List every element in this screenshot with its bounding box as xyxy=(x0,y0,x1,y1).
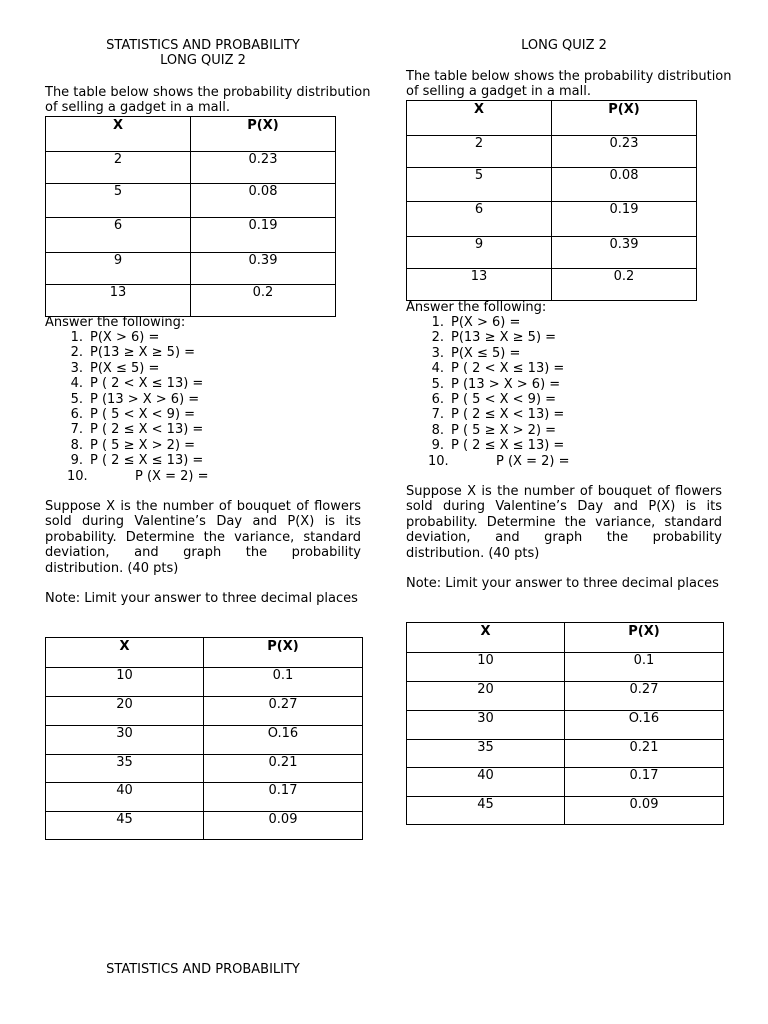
question-number: 10. xyxy=(67,468,88,484)
list-item xyxy=(45,330,208,345)
question-text: P ( 5 < X < 9) = xyxy=(90,406,196,422)
table-header: X xyxy=(46,638,204,668)
table-cell: 0.19 xyxy=(191,218,336,253)
table-cell: 0.17 xyxy=(565,768,724,797)
table-cell: O.16 xyxy=(204,726,363,755)
table-cell: 30 xyxy=(407,711,565,740)
question-text: P ( 2 ≤ X < 13) = xyxy=(90,422,204,438)
left-title-line2: LONG QUIZ 2 xyxy=(160,53,246,69)
table-cell: 6 xyxy=(407,202,552,237)
question-text: P (13 > X > 6) = xyxy=(451,376,561,392)
left-suppose-text: Suppose X is the number of bouquet of flowers sold during Valentine’s Day and P(X) is its probability. Determine the variance, standard deviation, and graph the probability distribution. (40 pts) xyxy=(45,499,361,576)
table-cell: 10 xyxy=(46,668,204,697)
list-item xyxy=(406,407,569,422)
question-text: P ( 2 ≤ X ≤ 13) = xyxy=(451,438,565,454)
table-cell: 0.39 xyxy=(552,237,697,269)
question-number: 1. xyxy=(70,330,83,345)
question-number: 8. xyxy=(70,437,83,453)
table-cell: 0.09 xyxy=(204,812,363,840)
table-cell: 13 xyxy=(407,269,552,301)
right-question-list xyxy=(406,315,569,469)
table-cell: 10 xyxy=(407,653,565,682)
list-item xyxy=(45,376,208,391)
table-row xyxy=(46,783,363,812)
list-item xyxy=(45,422,208,437)
table-row xyxy=(407,797,724,825)
table-row xyxy=(407,740,724,768)
list-item xyxy=(45,392,208,407)
left-title-line1: STATISTICS AND PROBABILITY xyxy=(106,38,300,53)
list-item xyxy=(45,361,208,376)
table-header: P(X) xyxy=(565,623,724,653)
question-text: P (13 > X > 6) = xyxy=(90,391,200,407)
question-number: 1. xyxy=(431,315,444,330)
question-number: 7. xyxy=(70,422,83,438)
right-note: Note: Limit your answer to three decimal places xyxy=(406,576,719,591)
table-cell: 35 xyxy=(46,755,204,783)
table-cell: 0.39 xyxy=(191,253,336,285)
question-text: P(X > 6) = xyxy=(90,330,160,345)
question-text: P(13 ≥ X ≥ 5) = xyxy=(90,345,196,361)
table-row xyxy=(407,682,724,711)
table-cell: 35 xyxy=(407,740,565,768)
question-number: 2. xyxy=(431,330,444,346)
list-item xyxy=(45,345,208,360)
question-number: 4. xyxy=(70,376,83,392)
left-title xyxy=(45,38,361,69)
question-text: P(X > 6) = xyxy=(451,315,521,330)
table-cell: 45 xyxy=(46,812,204,840)
right-bouquet-table xyxy=(406,622,724,825)
question-text: P ( 2 ≤ X < 13) = xyxy=(451,407,565,423)
table-row xyxy=(407,269,697,301)
question-text: P ( 2 < X ≤ 13) = xyxy=(451,361,565,377)
table-header: X xyxy=(46,117,191,152)
table-row xyxy=(407,653,724,682)
table-row xyxy=(46,285,336,317)
table-cell: 0.27 xyxy=(565,682,724,711)
table-cell: 0.27 xyxy=(204,697,363,726)
list-item xyxy=(45,453,208,468)
table-header: P(X) xyxy=(191,117,336,152)
list-item xyxy=(406,315,569,330)
question-number: 3. xyxy=(70,360,83,376)
table-cell: 0.21 xyxy=(565,740,724,768)
table-cell: O.16 xyxy=(565,711,724,740)
table-cell: 0.1 xyxy=(565,653,724,682)
right-gadget-table xyxy=(406,100,697,301)
table-cell: 20 xyxy=(407,682,565,711)
table-cell: 6 xyxy=(46,218,191,253)
list-item xyxy=(406,392,569,407)
table-row xyxy=(407,202,697,237)
question-text: P ( 5 ≥ X > 2) = xyxy=(451,422,557,438)
question-text: P(13 ≥ X ≥ 5) = xyxy=(451,330,557,346)
table-row xyxy=(407,168,697,202)
question-number: 10. xyxy=(428,453,449,469)
table-row xyxy=(46,726,363,755)
question-number: 8. xyxy=(431,422,444,438)
table-row xyxy=(46,697,363,726)
table-cell: 20 xyxy=(46,697,204,726)
question-number: 3. xyxy=(431,345,444,361)
list-item xyxy=(45,407,208,422)
table-row xyxy=(46,218,336,253)
left-question-list xyxy=(45,330,208,484)
list-item xyxy=(45,438,208,453)
table-cell: 0.1 xyxy=(204,668,363,697)
list-item xyxy=(406,361,569,376)
table-cell: 0.2 xyxy=(552,269,697,301)
table-row xyxy=(46,755,363,783)
table-row xyxy=(407,237,697,269)
table-cell: 9 xyxy=(46,253,191,285)
table-header: P(X) xyxy=(204,638,363,668)
question-number: 9. xyxy=(431,438,444,454)
table-cell: 0.08 xyxy=(191,184,336,218)
question-number: 9. xyxy=(70,453,83,469)
table-cell: 0.08 xyxy=(552,168,697,202)
question-text: P (X = 2) = xyxy=(135,468,209,484)
table-row xyxy=(407,768,724,797)
table-header: P(X) xyxy=(552,101,697,136)
table-cell: 0.17 xyxy=(204,783,363,812)
table-row xyxy=(46,668,363,697)
table-row xyxy=(407,136,697,168)
list-item xyxy=(406,438,569,453)
list-item xyxy=(406,377,569,392)
list-item xyxy=(406,423,569,438)
table-row xyxy=(46,253,336,285)
question-text: P(X ≤ 5) = xyxy=(451,345,521,361)
question-number: 6. xyxy=(70,406,83,422)
question-text: P ( 5 < X < 9) = xyxy=(451,391,557,407)
left-note: Note: Limit your answer to three decimal places xyxy=(45,591,358,606)
table-cell: 5 xyxy=(46,184,191,218)
question-number: 6. xyxy=(431,391,444,407)
list-item xyxy=(406,330,569,345)
table-cell: 13 xyxy=(46,285,191,317)
table-cell: 9 xyxy=(407,237,552,269)
question-number: 2. xyxy=(70,345,83,361)
table-cell: 45 xyxy=(407,797,565,825)
question-text: P ( 2 < X ≤ 13) = xyxy=(90,376,204,392)
table-row xyxy=(407,711,724,740)
table-cell: 30 xyxy=(46,726,204,755)
table-cell: 0.23 xyxy=(552,136,697,168)
table-header: X xyxy=(407,623,565,653)
table-cell: 0.2 xyxy=(191,285,336,317)
table-row xyxy=(46,812,363,840)
right-suppose-text: Suppose X is the number of bouquet of flowers sold during Valentine’s Day and P(X) is its probability. Determine the variance, standard deviation, and graph the probability distribution. (40 pts) xyxy=(406,484,722,561)
table-cell: 0.23 xyxy=(191,152,336,184)
table-cell: 2 xyxy=(46,152,191,184)
list-item xyxy=(406,454,569,469)
question-number: 5. xyxy=(70,391,83,407)
table-cell: 40 xyxy=(46,783,204,812)
question-text: P ( 5 ≥ X > 2) = xyxy=(90,437,196,453)
question-text: P ( 2 ≤ X ≤ 13) = xyxy=(90,453,204,469)
left-answer-label: Answer the following: xyxy=(45,315,186,330)
right-intro: The table below shows the probability distribution of selling a gadget in a mall. xyxy=(406,69,732,100)
table-cell: 40 xyxy=(407,768,565,797)
question-text: P (X = 2) = xyxy=(496,453,570,469)
list-item xyxy=(406,346,569,361)
table-header: X xyxy=(407,101,552,136)
table-cell: 0.19 xyxy=(552,202,697,237)
table-row xyxy=(46,184,336,218)
table-cell: 0.21 xyxy=(204,755,363,783)
question-number: 7. xyxy=(431,407,444,423)
table-cell: 5 xyxy=(407,168,552,202)
left-bouquet-table xyxy=(45,637,363,840)
footer-title: STATISTICS AND PROBABILITY xyxy=(106,962,300,977)
list-item xyxy=(45,469,208,484)
question-number: 5. xyxy=(431,376,444,392)
table-cell: 2 xyxy=(407,136,552,168)
question-number: 4. xyxy=(431,361,444,377)
question-text: P(X ≤ 5) = xyxy=(90,360,160,376)
table-row xyxy=(46,152,336,184)
left-gadget-table xyxy=(45,116,336,317)
right-answer-label: Answer the following: xyxy=(406,300,547,315)
left-intro: The table below shows the probability distribution of selling a gadget in a mall. xyxy=(45,85,371,116)
table-cell: 0.09 xyxy=(565,797,724,825)
right-title: LONG QUIZ 2 xyxy=(521,38,607,53)
